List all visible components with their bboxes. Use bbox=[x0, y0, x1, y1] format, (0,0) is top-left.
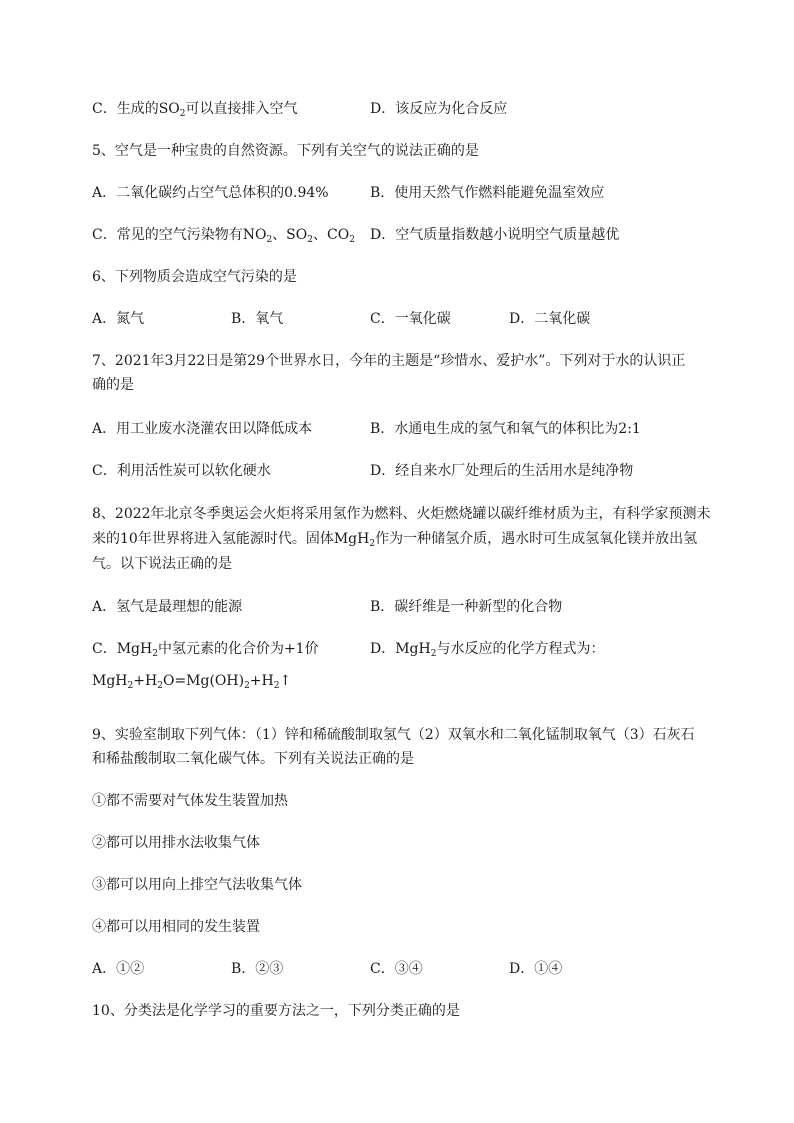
q8-stem-line-1: 8、2022年北京冬季奥运会火炬将采用氢作为燃料、火炬燃烧罐以碳纤维材质为主，有科学家预测未 bbox=[92, 506, 711, 522]
q7-stem-line-1: 7、2021年3月22日是第29个世界水日，今年的主题是“珍惜水、爱护水”。下列对于水的认识正 bbox=[92, 353, 686, 369]
q7-option-d: D．经自来水厂处理后的生活用水是纯净物 bbox=[370, 463, 634, 479]
q9-option-d: D．①④ bbox=[509, 961, 563, 977]
q9-option-a: A．①② bbox=[92, 961, 145, 977]
q4-option-d: D．该反应为化合反应 bbox=[370, 101, 508, 117]
q9-stem-line-2: 和稀盐酸制取二氧化碳气体。下列有关说法正确的是 bbox=[92, 751, 414, 767]
q9-stem-line-1: 9、实验室制取下列气体：（1）锌和稀硫酸制取氢气（2）双氧水和二氧化锰制取氧气（3）石灰石 bbox=[92, 727, 695, 743]
q9-statement-3: ③都可以用向上排空气法收集气体 bbox=[92, 877, 302, 893]
q10-stem: 10、分类法是化学学习的重要方法之一，下列分类正确的是 bbox=[92, 1003, 460, 1019]
q9-statement-4: ④都可以用相同的发生装置 bbox=[92, 919, 260, 935]
q5-option-b: B．使用天然气作燃料能避免温室效应 bbox=[370, 185, 605, 201]
q9-option-c: C．③④ bbox=[370, 961, 423, 977]
q8-option-a: A．氢气是最理想的能源 bbox=[92, 599, 243, 615]
q7-stem-line-2: 确的是 bbox=[92, 377, 134, 393]
q7-option-c: C．利用活性炭可以软化硬水 bbox=[92, 463, 271, 479]
q5-stem: 5、空气是一种宝贵的自然资源。下列有关空气的说法正确的是 bbox=[92, 143, 479, 159]
q7-option-a: A．用工业废水浇灌农田以降低成本 bbox=[92, 421, 313, 437]
q6-stem: 6、下列物质会造成空气污染的是 bbox=[92, 269, 297, 285]
q8-option-b: B．碳纤维是一种新型的化合物 bbox=[370, 599, 563, 615]
q6-option-a: A．氮气 bbox=[92, 311, 145, 327]
q9-option-b: B．②③ bbox=[231, 961, 284, 977]
q8-option-d: D．MgH$_2$与水反应的化学方程式为： bbox=[370, 641, 605, 659]
q4-option-c: C．生成的$SO_2$可以直接排入空气 bbox=[92, 101, 298, 119]
q5-option-c: C．常见的空气污染物有$NO_2$、$SO_2$、$CO_2$ bbox=[92, 227, 355, 245]
q5-option-d: D．空气质量指数越小说明空气质量越优 bbox=[370, 227, 620, 243]
q6-option-c: C．一氧化碳 bbox=[370, 311, 451, 327]
q8-stem-line-2: 来的10年世界将进入氢能源时代。固体MgH$_2$作为一种储氢介质，遇水时可生成氢氧化镁并放出氢 bbox=[92, 531, 698, 549]
q6-option-d: D．二氧化碳 bbox=[509, 311, 591, 327]
q8-equation: $MgH_2+H_2O=Mg(OH)_2+H_2↑$ bbox=[92, 673, 292, 691]
q6-option-b: B．氧气 bbox=[231, 311, 284, 327]
q9-statement-2: ②都可以用排水法收集气体 bbox=[92, 835, 260, 851]
q8-option-c: C．MgH$_2$中氢元素的化合价为+1价 bbox=[92, 641, 319, 659]
q8-stem-line-3: 气。以下说法正确的是 bbox=[92, 556, 232, 572]
q9-statement-1: ①都不需要对气体发生装置加热 bbox=[92, 793, 288, 809]
q5-option-a: A．二氧化碳约占空气总体积的0.94% bbox=[92, 185, 329, 201]
q7-option-b: B．水通电生成的氢气和氧气的体积比为2:1 bbox=[370, 421, 641, 437]
